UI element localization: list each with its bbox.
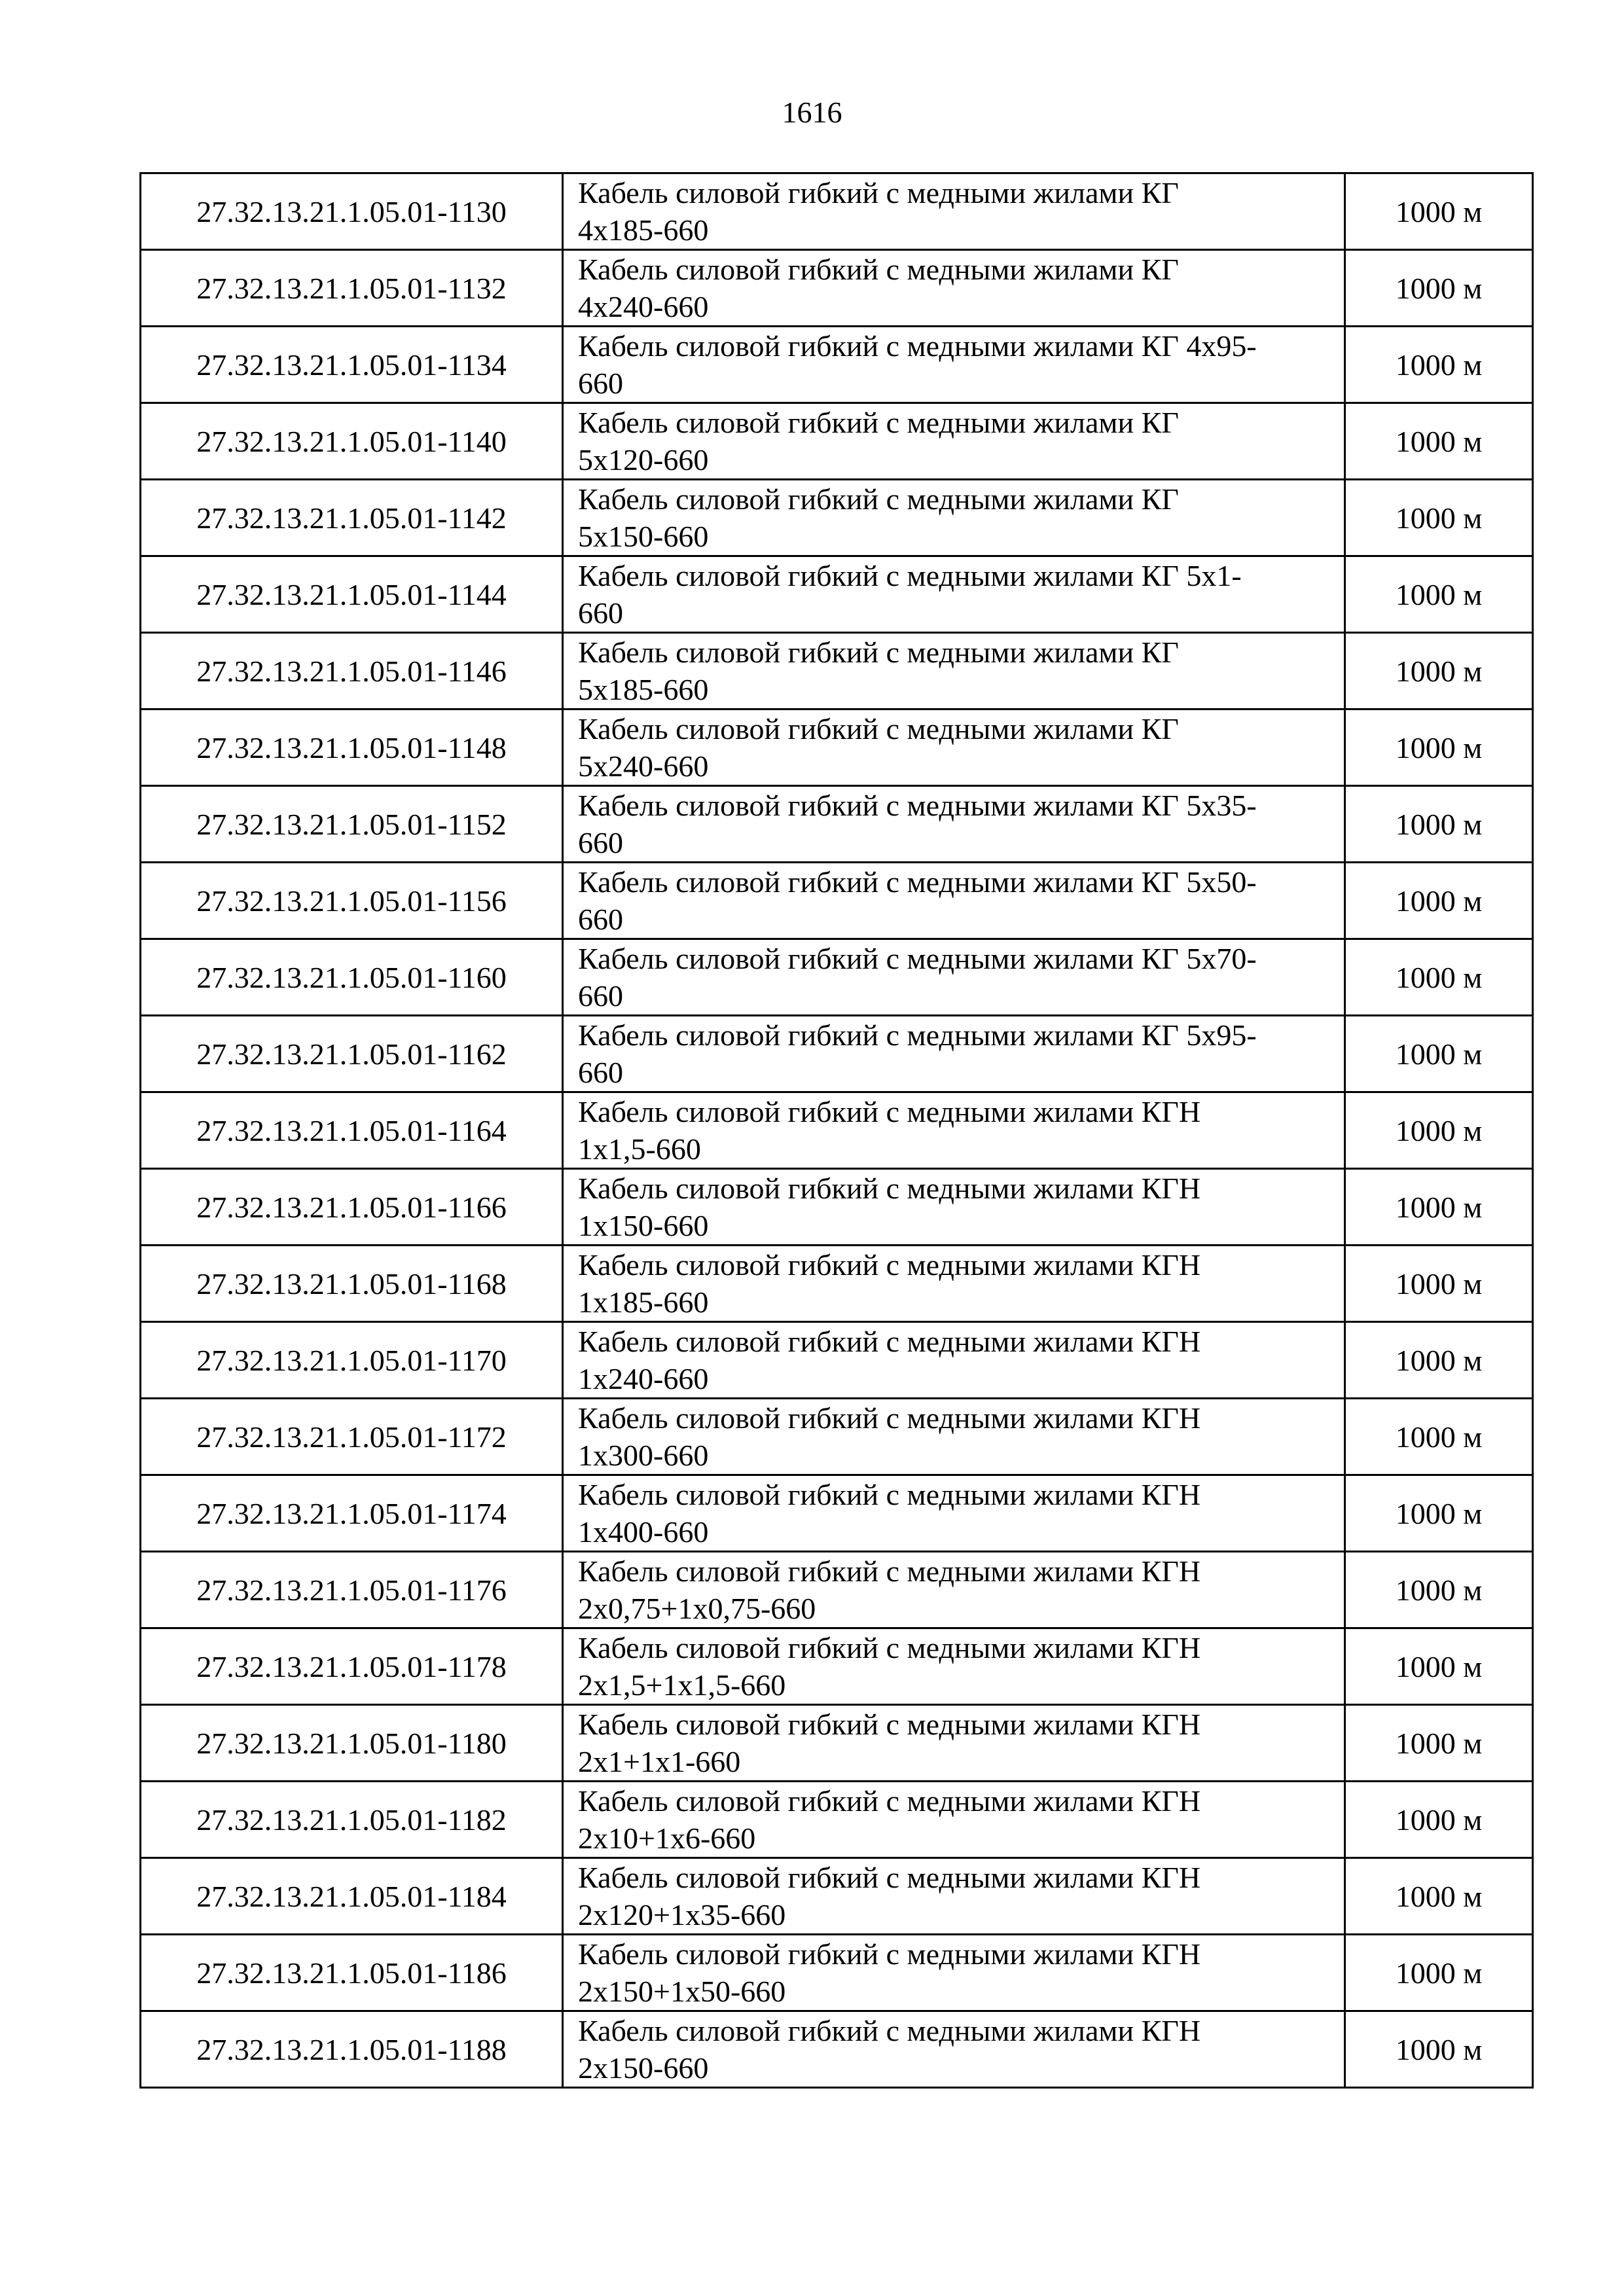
table-row bbox=[141, 633, 1533, 709]
table-row bbox=[141, 1399, 1533, 1475]
unit-cell: 1000 м bbox=[1345, 1169, 1533, 1246]
table-body bbox=[141, 173, 1533, 2088]
unit-cell: 1000 м bbox=[1345, 1475, 1533, 1552]
description-cell bbox=[563, 1475, 1345, 1552]
description-line: 5х240-660 bbox=[578, 749, 709, 783]
unit-cell: 1000 м bbox=[1345, 1858, 1533, 1935]
description-line: 660 bbox=[578, 979, 623, 1013]
description-line: 1х1,5-660 bbox=[578, 1132, 701, 1166]
description-line: 2х10+1х6-660 bbox=[578, 1821, 756, 1855]
code-cell: 27.32.13.21.1.05.01-1184 bbox=[141, 1858, 563, 1935]
unit-cell: 1000 м bbox=[1345, 556, 1533, 633]
code-cell: 27.32.13.21.1.05.01-1166 bbox=[141, 1169, 563, 1246]
table-row bbox=[141, 1628, 1533, 1705]
description-line: Кабель силовой гибкий с медными жилами КГ 5х95- bbox=[578, 1018, 1257, 1052]
unit-cell: 1000 м bbox=[1345, 1628, 1533, 1705]
unit-cell: 1000 м bbox=[1345, 939, 1533, 1016]
table-row bbox=[141, 1016, 1533, 1092]
unit-cell: 1000 м bbox=[1345, 173, 1533, 250]
description-line: 660 bbox=[578, 826, 623, 859]
table-row bbox=[141, 786, 1533, 863]
description-line: Кабель силовой гибкий с медными жилами КГ 4х95- bbox=[578, 329, 1257, 363]
description-cell bbox=[563, 2011, 1345, 2088]
description-line: Кабель силовой гибкий с медными жилами КГН bbox=[578, 1554, 1201, 1588]
code-cell: 27.32.13.21.1.05.01-1176 bbox=[141, 1552, 563, 1628]
description-cell bbox=[563, 1705, 1345, 1782]
table-row bbox=[141, 1092, 1533, 1169]
description-line: 2х150+1х50-660 bbox=[578, 1975, 786, 2008]
unit-cell: 1000 м bbox=[1345, 1399, 1533, 1475]
description-cell bbox=[563, 1935, 1345, 2011]
table-row bbox=[141, 863, 1533, 939]
cable-catalog-table bbox=[139, 172, 1534, 2089]
unit-cell: 1000 м bbox=[1345, 863, 1533, 939]
table-row bbox=[141, 1782, 1533, 1858]
unit-cell: 1000 м bbox=[1345, 1246, 1533, 1322]
description-line: Кабель силовой гибкий с медными жилами КГ 5х35- bbox=[578, 789, 1257, 822]
table-row bbox=[141, 1552, 1533, 1628]
unit-cell: 1000 м bbox=[1345, 1935, 1533, 2011]
description-line: 2х150-660 bbox=[578, 2051, 709, 2085]
unit-cell: 1000 м bbox=[1345, 480, 1533, 556]
description-line: Кабель силовой гибкий с медными жилами КГН bbox=[578, 1248, 1201, 1282]
description-line: 4х185-660 bbox=[578, 213, 709, 247]
description-cell bbox=[563, 327, 1345, 403]
unit-cell: 1000 м bbox=[1345, 709, 1533, 786]
description-line: 5х150-660 bbox=[578, 520, 709, 553]
description-line: Кабель силовой гибкий с медными жилами КГ bbox=[578, 253, 1179, 286]
description-cell bbox=[563, 250, 1345, 327]
description-line: Кабель силовой гибкий с медными жилами КГН bbox=[578, 1937, 1201, 1971]
description-line: Кабель силовой гибкий с медными жилами КГН bbox=[578, 1325, 1201, 1358]
table-row bbox=[141, 403, 1533, 480]
description-line: Кабель силовой гибкий с медными жилами КГ bbox=[578, 482, 1179, 516]
description-cell bbox=[563, 1322, 1345, 1399]
code-cell: 27.32.13.21.1.05.01-1134 bbox=[141, 327, 563, 403]
description-line: 660 bbox=[578, 367, 623, 400]
table-row bbox=[141, 1475, 1533, 1552]
description-cell bbox=[563, 556, 1345, 633]
table-row bbox=[141, 1322, 1533, 1399]
description-line: Кабель силовой гибкий с медными жилами КГ bbox=[578, 176, 1179, 209]
description-line: 2х120+1х35-660 bbox=[578, 1898, 786, 1931]
table-row bbox=[141, 327, 1533, 403]
description-line: Кабель силовой гибкий с медными жилами КГ bbox=[578, 406, 1179, 439]
description-line: Кабель силовой гибкий с медными жилами КГН bbox=[578, 2014, 1201, 2047]
code-cell: 27.32.13.21.1.05.01-1144 bbox=[141, 556, 563, 633]
description-line: 2х1+1х1-660 bbox=[578, 1745, 741, 1778]
description-line: Кабель силовой гибкий с медными жилами КГН bbox=[578, 1172, 1201, 1205]
description-cell bbox=[563, 480, 1345, 556]
code-cell: 27.32.13.21.1.05.01-1178 bbox=[141, 1628, 563, 1705]
table-row bbox=[141, 1935, 1533, 2011]
code-cell: 27.32.13.21.1.05.01-1146 bbox=[141, 633, 563, 709]
unit-cell: 1000 м bbox=[1345, 250, 1533, 327]
table-row bbox=[141, 1858, 1533, 1935]
code-cell: 27.32.13.21.1.05.01-1140 bbox=[141, 403, 563, 480]
table-row bbox=[141, 939, 1533, 1016]
table-row bbox=[141, 1169, 1533, 1246]
table-row bbox=[141, 709, 1533, 786]
description-cell bbox=[563, 863, 1345, 939]
unit-cell: 1000 м bbox=[1345, 1552, 1533, 1628]
code-cell: 27.32.13.21.1.05.01-1156 bbox=[141, 863, 563, 939]
description-line: Кабель силовой гибкий с медными жилами КГН bbox=[578, 1478, 1201, 1511]
table-row bbox=[141, 2011, 1533, 2088]
code-cell: 27.32.13.21.1.05.01-1160 bbox=[141, 939, 563, 1016]
unit-cell: 1000 м bbox=[1345, 1705, 1533, 1782]
table-row bbox=[141, 1705, 1533, 1782]
description-line: 660 bbox=[578, 1056, 623, 1089]
code-cell: 27.32.13.21.1.05.01-1170 bbox=[141, 1322, 563, 1399]
description-line: 1х150-660 bbox=[578, 1209, 709, 1242]
description-line: 1х240-660 bbox=[578, 1362, 709, 1395]
code-cell: 27.32.13.21.1.05.01-1182 bbox=[141, 1782, 563, 1858]
description-line: Кабель силовой гибкий с медными жилами КГН bbox=[578, 1401, 1201, 1435]
description-line: Кабель силовой гибкий с медными жилами КГН bbox=[578, 1708, 1201, 1741]
code-cell: 27.32.13.21.1.05.01-1152 bbox=[141, 786, 563, 863]
code-cell: 27.32.13.21.1.05.01-1168 bbox=[141, 1246, 563, 1322]
description-line: 660 bbox=[578, 596, 623, 630]
description-cell bbox=[563, 1169, 1345, 1246]
description-line: 4х240-660 bbox=[578, 290, 709, 323]
unit-cell: 1000 м bbox=[1345, 786, 1533, 863]
code-cell: 27.32.13.21.1.05.01-1188 bbox=[141, 2011, 563, 2088]
unit-cell: 1000 м bbox=[1345, 1782, 1533, 1858]
description-cell bbox=[563, 1552, 1345, 1628]
table-row bbox=[141, 480, 1533, 556]
description-cell bbox=[563, 633, 1345, 709]
description-line: 2х1,5+1х1,5-660 bbox=[578, 1668, 786, 1702]
description-cell bbox=[563, 1246, 1345, 1322]
code-cell: 27.32.13.21.1.05.01-1174 bbox=[141, 1475, 563, 1552]
description-cell bbox=[563, 1399, 1345, 1475]
description-line: Кабель силовой гибкий с медными жилами КГ bbox=[578, 636, 1179, 669]
description-cell bbox=[563, 1092, 1345, 1169]
unit-cell: 1000 м bbox=[1345, 1016, 1533, 1092]
table-row bbox=[141, 1246, 1533, 1322]
code-cell: 27.32.13.21.1.05.01-1180 bbox=[141, 1705, 563, 1782]
code-cell: 27.32.13.21.1.05.01-1132 bbox=[141, 250, 563, 327]
unit-cell: 1000 м bbox=[1345, 327, 1533, 403]
description-cell bbox=[563, 403, 1345, 480]
description-line: Кабель силовой гибкий с медными жилами КГ 5х50- bbox=[578, 865, 1257, 899]
description-line: Кабель силовой гибкий с медными жилами КГ 5х70- bbox=[578, 942, 1257, 975]
unit-cell: 1000 м bbox=[1345, 2011, 1533, 2088]
description-cell bbox=[563, 1016, 1345, 1092]
description-line: 2х0,75+1х0,75-660 bbox=[578, 1592, 816, 1625]
description-line: Кабель силовой гибкий с медными жилами КГ 5х1- bbox=[578, 559, 1242, 592]
description-cell bbox=[563, 173, 1345, 250]
code-cell: 27.32.13.21.1.05.01-1130 bbox=[141, 173, 563, 250]
unit-cell: 1000 м bbox=[1345, 1092, 1533, 1169]
description-line: 1х400-660 bbox=[578, 1515, 709, 1549]
description-line: Кабель силовой гибкий с медными жилами КГН bbox=[578, 1784, 1201, 1818]
unit-cell: 1000 м bbox=[1345, 1322, 1533, 1399]
code-cell: 27.32.13.21.1.05.01-1142 bbox=[141, 480, 563, 556]
code-cell: 27.32.13.21.1.05.01-1148 bbox=[141, 709, 563, 786]
table-row bbox=[141, 556, 1533, 633]
page-number: 1616 bbox=[782, 96, 842, 129]
description-line: 5х185-660 bbox=[578, 673, 709, 706]
table-row bbox=[141, 250, 1533, 327]
description-line: Кабель силовой гибкий с медными жилами КГН bbox=[578, 1095, 1201, 1128]
unit-cell: 1000 м bbox=[1345, 633, 1533, 709]
description-cell bbox=[563, 1858, 1345, 1935]
description-cell bbox=[563, 1782, 1345, 1858]
description-line: Кабель силовой гибкий с медными жилами КГН bbox=[578, 1861, 1201, 1894]
code-cell: 27.32.13.21.1.05.01-1186 bbox=[141, 1935, 563, 2011]
code-cell: 27.32.13.21.1.05.01-1164 bbox=[141, 1092, 563, 1169]
code-cell: 27.32.13.21.1.05.01-1172 bbox=[141, 1399, 563, 1475]
code-cell: 27.32.13.21.1.05.01-1162 bbox=[141, 1016, 563, 1092]
description-cell bbox=[563, 786, 1345, 863]
description-cell bbox=[563, 1628, 1345, 1705]
description-line: 1х300-660 bbox=[578, 1439, 709, 1472]
description-cell bbox=[563, 939, 1345, 1016]
unit-cell: 1000 м bbox=[1345, 403, 1533, 480]
description-line: 5х120-660 bbox=[578, 443, 709, 476]
description-line: Кабель силовой гибкий с медными жилами КГН bbox=[578, 1631, 1201, 1664]
description-line: 660 bbox=[578, 903, 623, 936]
description-line: Кабель силовой гибкий с медными жилами КГ bbox=[578, 712, 1179, 745]
table-row bbox=[141, 173, 1533, 250]
description-cell bbox=[563, 709, 1345, 786]
description-line: 1х185-660 bbox=[578, 1285, 709, 1319]
